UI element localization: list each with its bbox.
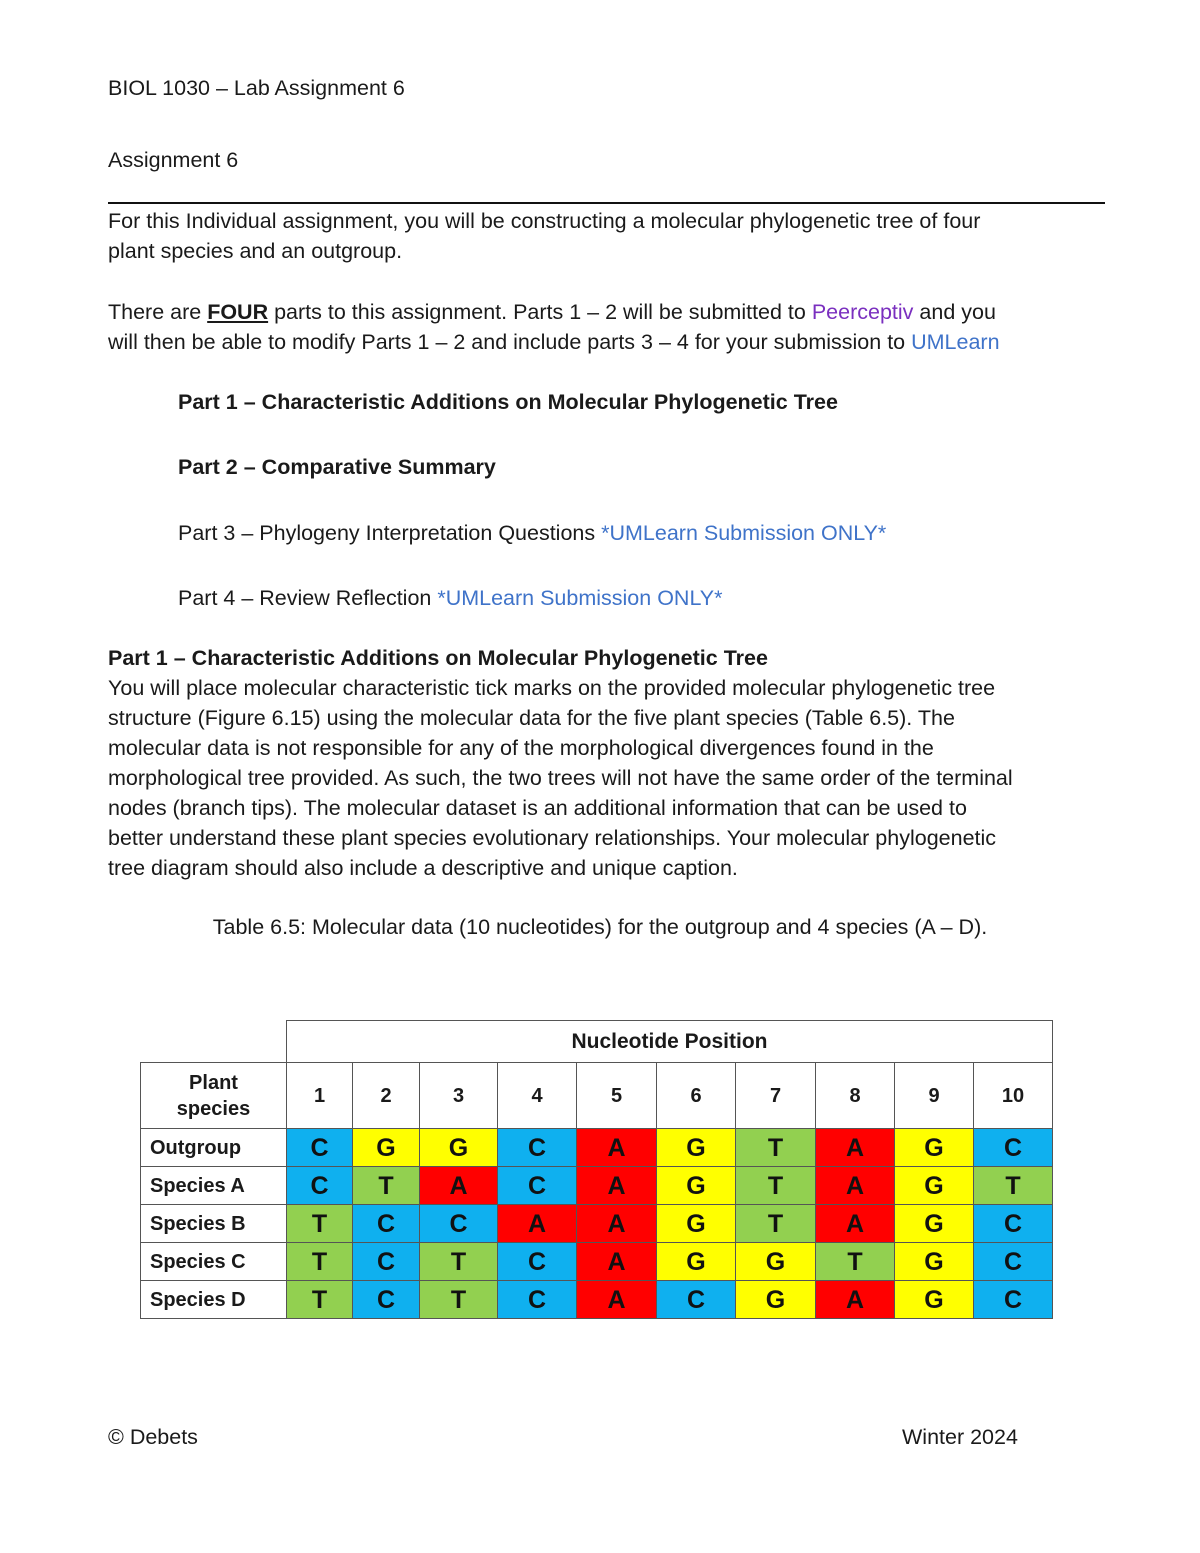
nucleotide-cell: C [353, 1205, 420, 1243]
nucleotide-cell: C [287, 1129, 353, 1167]
nucleotide-cell: G [657, 1167, 736, 1205]
position-header: 4 [498, 1063, 577, 1129]
position-header: 8 [816, 1063, 895, 1129]
nucleotide-cell: G [895, 1243, 974, 1281]
part-1-section [108, 643, 1118, 883]
footer-term: Winter 2024 [902, 1425, 1018, 1449]
position-header: 5 [577, 1063, 657, 1129]
species-name-cell: Species A [141, 1167, 287, 1205]
nucleotide-cell: C [657, 1281, 736, 1319]
table-row [141, 1243, 1053, 1281]
table-row [141, 1281, 1053, 1319]
nucleotide-cell: A [577, 1205, 657, 1243]
nucleotide-cell: G [353, 1129, 420, 1167]
nucleotide-cell: G [895, 1281, 974, 1319]
nucleotide-cell: C [287, 1167, 353, 1205]
nucleotide-cell: G [657, 1129, 736, 1167]
nucleotide-cell: T [287, 1243, 353, 1281]
nucleotide-cell: C [420, 1205, 498, 1243]
nucleotide-cell: A [577, 1129, 657, 1167]
nucleotide-cell: T [736, 1129, 816, 1167]
nucleotide-cell: T [736, 1205, 816, 1243]
nucleotide-cell: T [974, 1167, 1053, 1205]
section-line: structure (Figure 6.15) using the molecular data for the five plant species (Table 6.5). The [108, 706, 955, 730]
section-line: molecular data is not responsible for any of the morphological divergences found in the [108, 736, 934, 760]
nucleotide-cell: A [420, 1167, 498, 1205]
nucleotide-cell: G [895, 1167, 974, 1205]
nucleotide-cell: C [974, 1129, 1053, 1167]
nucleotide-cell: C [974, 1243, 1053, 1281]
nucleotide-cell: A [498, 1205, 577, 1243]
nucleotide-cell: G [736, 1281, 816, 1319]
nucleotide-cell: G [736, 1243, 816, 1281]
nucleotide-cell: T [287, 1205, 353, 1243]
species-name-cell: Species C [141, 1243, 287, 1281]
nucleotide-cell: A [816, 1281, 895, 1319]
nucleotide-cell: C [498, 1167, 577, 1205]
empty-corner [141, 1021, 287, 1063]
table-caption: Table 6.5: Molecular data (10 nucleotides) for the outgroup and 4 species (A – D). [212, 915, 988, 939]
section-line: You will place molecular characteristic tick marks on the provided molecular phylogenetic tree [108, 676, 996, 700]
title-divider [108, 202, 1105, 204]
nucleotide-cell: T [353, 1167, 420, 1205]
species-name-cell: Outgroup [141, 1129, 287, 1167]
umlearn-link[interactable]: UMLearn [911, 330, 1000, 354]
section-line: morphological tree provided. As such, the two trees will not have the same order of the terminal [108, 766, 1013, 790]
nucleotide-cell: C [498, 1243, 577, 1281]
nucleotide-cell: A [577, 1243, 657, 1281]
assignment-title: Assignment 6 [108, 148, 239, 172]
nucleotide-cell: A [577, 1281, 657, 1319]
position-header: 2 [353, 1063, 420, 1129]
nucleotide-cell: C [974, 1205, 1053, 1243]
umlearn-only-note: *UMLearn Submission ONLY* [601, 521, 887, 545]
part-2-item: Part 2 – Comparative Summary [178, 455, 496, 479]
nucleotide-cell: G [895, 1205, 974, 1243]
umlearn-only-note: *UMLearn Submission ONLY* [437, 586, 723, 610]
position-header: 6 [657, 1063, 736, 1129]
section-line: nodes (branch tips). The molecular dataset is an additional information that can be used to [108, 796, 967, 820]
part-4-item: Part 4 – Review Reflection *UMLearn Submission ONLY* [178, 586, 723, 610]
position-header: 10 [974, 1063, 1053, 1129]
nucleotide-cell: T [287, 1281, 353, 1319]
table-row [141, 1129, 1053, 1167]
species-name-cell: Species D [141, 1281, 287, 1319]
parts-paragraph [108, 297, 1108, 357]
intro-line: plant species and an outgroup. [108, 239, 403, 263]
nucleotide-cell: G [895, 1129, 974, 1167]
intro-line: For this Individual assignment, you will be constructing a molecular phylogenetic tree of four [108, 209, 981, 233]
nucleotide-cell: T [816, 1243, 895, 1281]
part-3-item: Part 3 – Phylogeny Interpretation Questions *UMLearn Submission ONLY* [178, 521, 887, 545]
section-line: better understand these plant species evolutionary relationships. Your molecular phylogenetic [108, 826, 997, 850]
nucleotide-cell: G [657, 1205, 736, 1243]
section-heading: Part 1 – Characteristic Additions on Molecular Phylogenetic Tree [108, 646, 768, 670]
nucleotide-cell: A [816, 1129, 895, 1167]
footer-copyright: © Debets [108, 1425, 198, 1449]
position-header: 3 [420, 1063, 498, 1129]
nucleotide-cell: G [420, 1129, 498, 1167]
position-header: 9 [895, 1063, 974, 1129]
table-row [141, 1205, 1053, 1243]
nucleotide-cell: T [736, 1167, 816, 1205]
nucleotide-cell: T [420, 1243, 498, 1281]
position-header: 7 [736, 1063, 816, 1129]
section-line: tree diagram should also include a descriptive and unique caption. [108, 856, 738, 880]
nucleotide-cell: G [657, 1243, 736, 1281]
four-emphasis: FOUR [207, 300, 269, 324]
parts-line-1: There are FOUR parts to this assignment. Parts 1 – 2 will be submitted to Peerceptiv and you [108, 300, 996, 324]
nucleotide-cell: C [353, 1243, 420, 1281]
nucleotide-cell: T [420, 1281, 498, 1319]
peerceptiv-link[interactable]: Peerceptiv [811, 300, 914, 324]
species-name-cell: Species B [141, 1205, 287, 1243]
nucleotide-cell: C [498, 1281, 577, 1319]
nucleotide-position-header: Nucleotide Position [287, 1021, 1053, 1063]
nucleotide-cell: C [353, 1281, 420, 1319]
document-header: BIOL 1030 – Lab Assignment 6 [108, 76, 405, 100]
nucleotide-cell: C [498, 1129, 577, 1167]
intro-paragraph [108, 206, 1108, 266]
plant-species-header: Plant species [141, 1063, 287, 1129]
nucleotide-table [140, 1020, 1053, 1319]
part-1-item: Part 1 – Characteristic Additions on Molecular Phylogenetic Tree [178, 390, 838, 414]
nucleotide-cell: A [577, 1167, 657, 1205]
position-header: 1 [287, 1063, 353, 1129]
nucleotide-cell: A [816, 1205, 895, 1243]
nucleotide-cell: A [816, 1167, 895, 1205]
parts-line-2: will then be able to modify Parts 1 – 2 and include parts 3 – 4 for your submission to UMLearn [108, 330, 1000, 354]
table-row [141, 1167, 1053, 1205]
nucleotide-cell: C [974, 1281, 1053, 1319]
